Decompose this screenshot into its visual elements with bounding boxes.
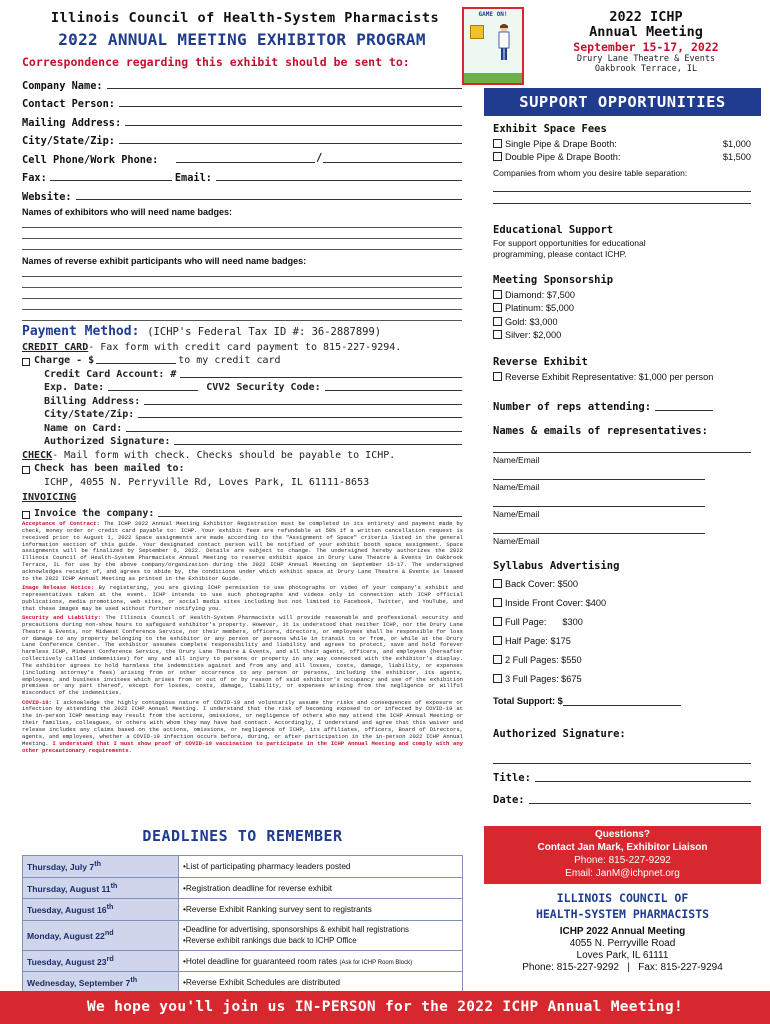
address-line-2: Loves Park, IL 61111 xyxy=(576,950,669,961)
reverse-heading: Reverse Exhibit xyxy=(493,356,588,368)
auth-sig-label: Authorized Signature: xyxy=(493,728,626,740)
check-mailed-checkbox[interactable] xyxy=(22,466,30,474)
exhibitor-name-line[interactable] xyxy=(22,239,462,250)
address-line-1: 4055 N. Perryville Road xyxy=(569,938,676,949)
mailing-row xyxy=(22,110,462,129)
exhibitor-name-line[interactable] xyxy=(22,228,462,239)
invoice-row xyxy=(22,505,462,519)
diamond-option[interactable]: Diamond: $7,500 xyxy=(493,288,751,302)
acceptance-paragraph: Acceptance of Contract: The ICHP 2022 Annual Meeting Exhibitor Registration must be completed in its entirety and payment made by check, money order or credit card payable to: ICHP. Your exhibit fees are refundable at 50% if a written cancellation request is received prior to August 1, 2022 Space assignments are made according to the "Assignment of Space" criteria listed in the general information section of this guide. Your designated contact person will be notified of your exhibit booth space assignment. Space assignments will be finalized by September 6, 2022. Details are subject to change. The undersigned hereby authorizes the 2022 Illinois Council of Health-System Pharmacists Annual Meeting to reserve exhibit space in Drury Lane Theatre & Events in Oakbrook Terrace, IL for use by the above company/organization during the 2022 ICHP Annual Meeting on September 15-17. The undersigned acknowledges receipt of, and agrees to abide by, the conditions under which exhibit space at Drury Lane Theatre & Events is leased to the 2022 ICHP Annual Meeting as printed in the Exhibitor Guide. xyxy=(22,520,463,582)
company-label: Company Name: xyxy=(22,79,103,92)
rep-name-email: Name/Email xyxy=(493,482,540,492)
two-full-option[interactable]: 2 Full Pages: $550 xyxy=(493,650,751,669)
credit-card-label: CREDIT CARD xyxy=(22,341,89,353)
contact-field[interactable] xyxy=(119,98,462,107)
deadline-row xyxy=(23,899,463,921)
contact-name: Contact Jan Mark, Exhibitor Liaison xyxy=(537,842,708,853)
table-separation-line[interactable] xyxy=(493,194,751,204)
reverse-name-line[interactable] xyxy=(22,288,462,299)
website-label: Website: xyxy=(22,190,72,203)
cc-signature-label: Authorized Signature: xyxy=(44,436,171,447)
billing-row xyxy=(22,393,462,407)
syllabus-heading: Syllabus Advertising xyxy=(493,560,620,572)
exhibitor-name-line[interactable] xyxy=(22,217,462,228)
website-field[interactable] xyxy=(76,191,462,200)
deadline-date: Thursday, July 7th xyxy=(23,856,179,878)
check-row xyxy=(22,447,462,461)
deadline-row xyxy=(23,950,463,972)
exhibitor-badges-label: Names of exhibitors who will need name badges: xyxy=(22,206,233,217)
sponsorship-heading: Meeting Sponsorship xyxy=(493,274,614,286)
charge-checkbox[interactable] xyxy=(22,358,30,366)
org-block xyxy=(484,890,761,922)
billing-field[interactable] xyxy=(144,397,462,405)
cc-signature-row xyxy=(22,434,462,448)
title-label: Title: xyxy=(493,772,531,784)
signature-section xyxy=(493,728,751,808)
exhibit-fees-heading: Exhibit Space Fees xyxy=(493,123,607,135)
tax-id: (ICHP's Federal Tax ID #: 36-2887899) xyxy=(147,326,382,338)
cell-phone-field[interactable] xyxy=(176,154,315,163)
total-label: Total Support: $ xyxy=(493,696,563,706)
reverse-rep-option[interactable]: Reverse Exhibit Representative: $1,000 per person xyxy=(493,370,751,384)
table-separation-line[interactable] xyxy=(493,182,751,192)
email-field[interactable] xyxy=(216,172,462,181)
contact-label: Contact Person: xyxy=(22,98,115,110)
names-emails-label: Names & emails of representatives: xyxy=(493,425,708,437)
reverse-badges-label: Names of reverse exhibit participants who will need name badges: xyxy=(22,255,307,266)
city-label: City/State/Zip: xyxy=(22,135,115,147)
title-field[interactable] xyxy=(535,772,751,782)
meeting-title-1: 2022 ICHP xyxy=(609,9,683,25)
charge-label: Charge - $ xyxy=(34,355,95,366)
deadline-event: •Hotel deadline for guaranteed room rates (Ask for ICHP Room Block) xyxy=(179,950,463,972)
educational-heading: Educational Support xyxy=(493,224,614,236)
company-row xyxy=(22,73,462,92)
deadline-date: Monday, August 22nd xyxy=(23,920,179,950)
deadline-event: •Reverse Exhibit Schedules are distributed xyxy=(179,972,463,994)
mailing-label: Mailing Address: xyxy=(22,116,122,129)
logo-box-icon xyxy=(470,25,484,39)
billing-label: Billing Address: xyxy=(44,395,141,407)
charge-row xyxy=(22,353,462,367)
deadline-row xyxy=(23,856,463,878)
half-page-checkbox[interactable] xyxy=(493,636,502,645)
contact-email[interactable]: Email: JanM@ichpnet.org xyxy=(565,868,680,879)
deadline-date: Thursday, August 11th xyxy=(23,877,179,899)
platinum-checkbox[interactable] xyxy=(493,303,502,312)
double-booth-option[interactable]: Double Pipe & Drape Booth: $1,500 xyxy=(493,151,751,165)
org-line-2: HEALTH-SYSTEM PHARMACISTS xyxy=(535,907,710,921)
contact-form xyxy=(22,73,462,321)
check-mailed-label: Check has been mailed to: xyxy=(34,463,185,474)
charge-amount-field[interactable] xyxy=(96,356,176,364)
meeting-title-2: Annual Meeting xyxy=(589,24,703,40)
reverse-name-line[interactable] xyxy=(22,277,462,288)
cc-account-field[interactable] xyxy=(180,370,462,378)
half-page-option[interactable]: Half Page: $175 xyxy=(493,631,751,650)
cc-account-label: Credit Card Account: # xyxy=(44,368,177,380)
single-booth-price: $1,000 xyxy=(722,138,751,149)
org-name: Illinois Council of Health-System Pharmacists xyxy=(50,10,440,26)
contact-row xyxy=(22,92,462,111)
fax-label: Fax: xyxy=(22,172,47,184)
meeting-info xyxy=(532,10,760,74)
gold-option[interactable]: Gold: $3,000 xyxy=(493,315,751,329)
check-address: ICHP, 4055 N. Perryville Rd, Loves Park, IL 61111-8653 xyxy=(44,476,370,488)
address-block xyxy=(484,926,761,974)
reverse-name-line[interactable] xyxy=(22,266,462,277)
meeting-venue: Drury Lane Theatre & Events xyxy=(576,54,716,64)
full-page-option[interactable]: Full Page: $300 xyxy=(493,612,751,631)
reverse-rep-checkbox[interactable] xyxy=(493,372,502,381)
correspondence-heading: Correspondence regarding this exhibit should be sent to: xyxy=(22,55,410,69)
single-booth-option[interactable]: Single Pipe & Drape Booth: $1,000 xyxy=(493,137,751,151)
payment-title: Payment Method: (ICHP's Federal Tax ID #: 36-2887899) xyxy=(22,324,382,339)
cc-city-label: City/State/Zip: xyxy=(44,409,135,420)
payment-section xyxy=(22,324,462,519)
rep-line[interactable] xyxy=(493,470,705,480)
exhibit-fees-section xyxy=(493,123,751,206)
silver-checkbox[interactable] xyxy=(493,330,502,339)
num-reps-label: Number of reps attending: xyxy=(493,401,652,413)
phone-label: Cell Phone/Work Phone: xyxy=(22,153,159,166)
double-booth-price: $1,500 xyxy=(722,152,751,163)
bottom-banner: We hope you'll join us IN-PERSON for the 2022 ICHP Annual Meeting! xyxy=(0,991,770,1024)
two-full-checkbox[interactable] xyxy=(493,655,502,664)
deadline-event: •Deadline for advertising, sponsorships & exhibit hall registrations •Reverse exhibit rankings due back to ICHP Office xyxy=(179,920,463,950)
rep-line[interactable] xyxy=(493,443,751,453)
support-title: SUPPORT OPPORTUNITIES xyxy=(484,88,761,116)
phone-fax: Phone: 815-227-9292 | Fax: 815-227-9294 xyxy=(522,962,723,973)
org-line-1: ILLINOIS COUNCIL OF xyxy=(556,891,689,905)
total-field[interactable] xyxy=(563,696,681,706)
charge-tail: to my credit card xyxy=(178,355,281,366)
program-title: 2022 ANNUAL MEETING EXHIBITOR PROGRAM xyxy=(58,30,426,49)
inside-front-option[interactable]: Inside Front Cover: $400 xyxy=(493,593,751,612)
date-label: Date: xyxy=(493,794,525,806)
inside-front-checkbox[interactable] xyxy=(493,598,502,607)
cc-city-field[interactable] xyxy=(138,410,462,418)
back-cover-option[interactable]: Back Cover: $500 xyxy=(493,574,751,593)
work-phone-field[interactable] xyxy=(323,154,462,163)
rep-name-email: Name/Email xyxy=(493,455,540,465)
three-full-option[interactable]: 3 Full Pages: $675 xyxy=(493,669,751,688)
platinum-option[interactable]: Platinum: $5,000 xyxy=(493,302,751,316)
website-row xyxy=(22,184,462,203)
credit-card-row xyxy=(22,339,462,353)
company-field[interactable] xyxy=(107,80,462,89)
deadline-row xyxy=(23,920,463,950)
city-row xyxy=(22,129,462,148)
deadline-date: Tuesday, August 23rd xyxy=(23,950,179,972)
double-booth-checkbox[interactable] xyxy=(493,152,502,161)
title-row xyxy=(493,772,751,784)
educational-section xyxy=(493,224,751,260)
num-reps-field[interactable] xyxy=(655,401,713,411)
invoice-checkbox[interactable] xyxy=(22,511,30,519)
deadline-event: •Registration deadline for reverse exhibit xyxy=(179,877,463,899)
invoicing-row xyxy=(22,490,462,504)
cc-city-row xyxy=(22,407,462,421)
invoice-field[interactable] xyxy=(158,509,462,517)
reverse-name-line[interactable] xyxy=(22,310,462,321)
cvv-field[interactable] xyxy=(325,383,462,391)
rep-line[interactable] xyxy=(493,497,705,507)
syllabus-section xyxy=(493,560,751,706)
fax-field[interactable] xyxy=(50,172,172,181)
city-field[interactable] xyxy=(119,135,462,144)
name-on-card-field[interactable] xyxy=(126,424,462,432)
full-page-checkbox[interactable] xyxy=(493,617,502,626)
deadline-date: Wednesday, September 7th xyxy=(23,972,179,994)
cc-account-row xyxy=(22,366,462,380)
questions-box xyxy=(484,826,761,884)
cvv-label: CVV2 Security Code: xyxy=(206,382,321,393)
meeting-location: Oakbrook Terrace, IL xyxy=(594,64,698,74)
three-full-checkbox[interactable] xyxy=(493,674,502,683)
meeting-dates: September 15-17, 2022 xyxy=(573,40,719,54)
logo-grass xyxy=(464,73,522,83)
phone-row: Cell Phone/Work Phone: / xyxy=(22,147,462,166)
reverse-exhibit-section xyxy=(493,356,751,384)
check-mailed-row xyxy=(22,461,462,475)
reps-section xyxy=(493,401,751,546)
single-booth-checkbox[interactable] xyxy=(493,139,502,148)
gold-checkbox[interactable] xyxy=(493,317,502,326)
contact-phone: Phone: 815-227-9292 xyxy=(574,855,671,866)
cc-signature-field[interactable] xyxy=(174,437,462,445)
educational-text: For support opportunities for educational programming, please contact ICHP. xyxy=(493,238,646,259)
legal-terms xyxy=(22,521,463,757)
pharmacist-figure-icon xyxy=(496,23,512,63)
questions-heading: Questions? xyxy=(594,829,650,840)
credit-card-text: - Fax form with credit card payment to 815-227-9294. xyxy=(88,341,402,353)
date-field[interactable] xyxy=(529,794,751,804)
exp-label: Exp. Date: xyxy=(44,382,105,393)
rep-line[interactable] xyxy=(493,524,705,534)
office-name: ICHP 2022 Annual Meeting xyxy=(559,926,686,937)
sponsorship-section xyxy=(493,274,751,342)
deadline-date: Tuesday, August 16th xyxy=(23,899,179,921)
back-cover-checkbox[interactable] xyxy=(493,579,502,588)
deadline-event: •Reverse Exhibit Ranking survey sent to registrants xyxy=(179,899,463,921)
deadline-event: •List of participating pharmacy leaders posted xyxy=(179,856,463,878)
check-label: CHECK xyxy=(22,449,53,461)
fax-email-row xyxy=(22,166,462,185)
invoice-label: Invoice the company: xyxy=(34,507,155,519)
silver-option[interactable]: Silver: $2,000 xyxy=(493,329,751,343)
total-row xyxy=(493,696,751,706)
deadline-row xyxy=(23,972,463,994)
email-label: Email: xyxy=(174,172,213,184)
deadlines-table xyxy=(22,855,463,994)
image-release-paragraph: Image Release Notice: By registering, you are giving ICHP permission to use photographs or video of your company's exhibit and representatives taken at the event. ICHP intends to use such photographs and videos only in connection with ICHP official publications, media promotions, web sites, or social media sites including but not limited to Facebook, Twitter, and YouTube, and that these images may be used without further notifying you. xyxy=(22,584,463,612)
rep-name-email: Name/Email xyxy=(493,509,540,519)
deadlines-title: DEADLINES TO REMEMBER xyxy=(142,827,343,845)
game-on-logo: GAME ON! xyxy=(462,7,524,85)
mailing-field[interactable] xyxy=(125,117,462,126)
rep-name-email: Name/Email xyxy=(493,536,540,546)
invoicing-label: INVOICING xyxy=(22,492,77,503)
exp-row xyxy=(22,380,462,394)
deadline-row xyxy=(23,877,463,899)
reverse-name-line[interactable] xyxy=(22,299,462,310)
auth-sig-field[interactable] xyxy=(493,754,751,764)
diamond-checkbox[interactable] xyxy=(493,290,502,299)
date-row xyxy=(493,794,751,806)
num-reps-row xyxy=(493,401,751,413)
security-paragraph: Security and Liability: The Illinois Council of Health-System Pharmacists will provide reasonable and professional security and precautions during non-show hours to safeguard exhibitor's property. However, it is understood that neither ICHP, nor the Drury Lane Theatre & Events, nor Midwest Conference Service, nor their members, officers, directors, or employees shall be responsible for loss or damage to any property belonging to the exhibitor or any person or persons while in transit to or from, or while at the Drury Lane Conference Center. The exhibitor assumes complete responsibility and liability and agrees to protect, save and hold forever harmless ICHP, Midwest Conference Service, the Drury Lane Theatre & Events, and all their agents, officers, and employees (hereafter collectively called indemnities) for any and all injury to persons or property in any way connected with the exhibitor's display. The exhibitor agrees to hold harmless the indemnities against and from any and all losses, costs, damage, liability, or expenses (including attorney's fees) arising from or other occurrence to any person or persons, including the exhibitor, its agents, employees, and business invitees which arises from or out of or by reason of said exhibitor's occupancy and use of the exhibition premises or any part thereof, except for losses, costs, damage, liability, or expenses arising from the negligence or willful misconduct of the indemnities. xyxy=(22,613,463,697)
name-on-card-label: Name on Card: xyxy=(44,422,123,434)
check-text: - Mail form with check. Checks should be payable to ICHP. xyxy=(52,449,396,461)
table-separation-label: Companies from whom you desire table separation: xyxy=(493,168,688,178)
covid-paragraph: COVID-19: I acknowledge the highly contagious nature of COVID-19 and voluntarily assume the risks and consequences of exposure or infection by attending the 2022 ICHP Annual Meeting. I understand that the risk of becoming exposed to or infected by COVID-19 at the in-person ICHP meeting may result from the actions, omissions, or negligence of others who may attend the ICHP Annual Meeting or their families, colleagues, or others with whom they may have had contact. Accordingly, I understand and agree that this waiver and release includes any claims based on the actions, omissions, or negligence of ICHP, its affiliates, officers, Board of Directors, agents, and employees, whether a COVID-19 infection occurs before, during, or after participation in the in-person 2022 ICHP Annual Meeting. I understand that I must show proof of COVID-19 vaccination to participate in the ICHP Annual Meeting and comply with any other precautionary requirements. xyxy=(22,698,463,754)
name-on-card-row xyxy=(22,420,462,434)
exp-field[interactable] xyxy=(108,383,198,391)
